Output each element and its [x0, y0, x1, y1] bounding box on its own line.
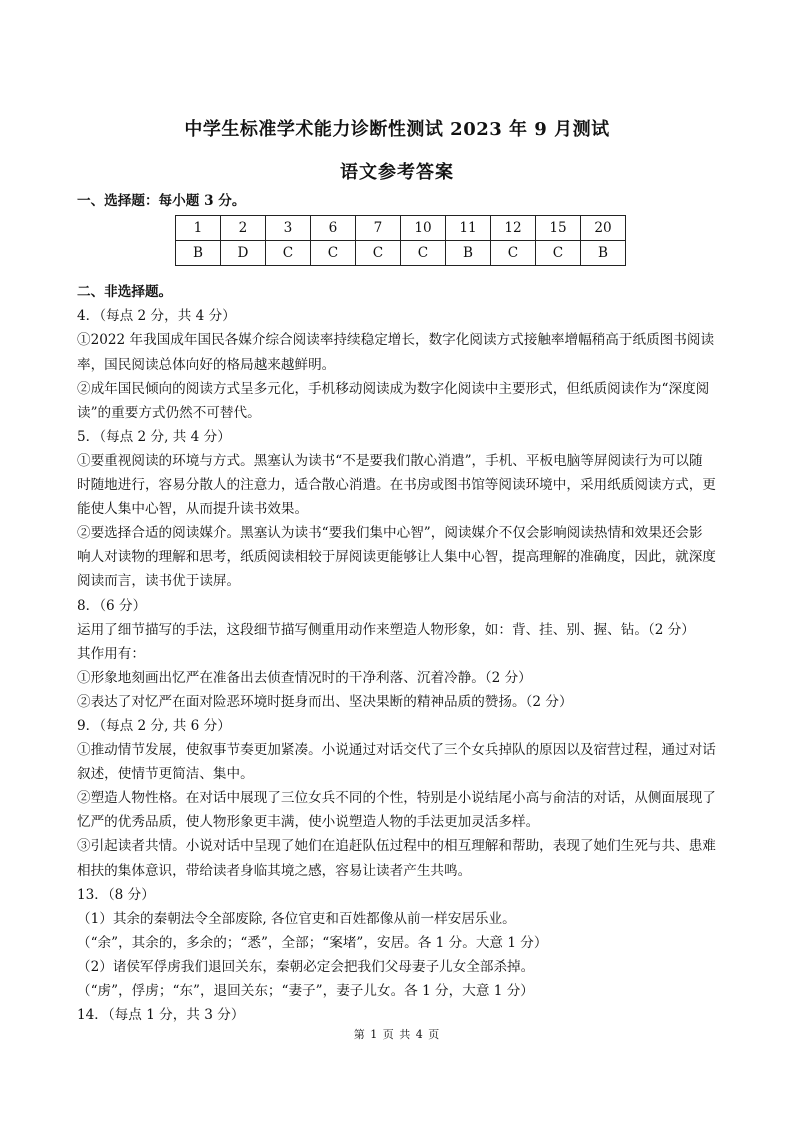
answer-line: 能使人集中心智，从而提升读书效果。: [77, 501, 309, 518]
question-number: 12: [491, 216, 536, 241]
answer-table: [175, 215, 626, 266]
section-gap: [77, 272, 717, 280]
section-1-heading: 一、选择题：每小题 3 分。: [77, 193, 246, 209]
answer-line: 阅读而言，读书优于读屏。: [77, 573, 241, 590]
answer-cell: C: [266, 241, 311, 266]
answer-line: 运用了细节描写的手法，这段细节描写侧重用动作来塑造人物形象，如：背、挂、别、握、钻。（2 分）: [77, 621, 695, 638]
answer-line: 13．（8 分）: [77, 886, 155, 903]
answer-table-number-row: [176, 216, 626, 241]
answer-line: ③引起读者共情。小说对话中呈现了她们在追赶队伍过程中的相互理解和帮助，表现了她们生死与共、患难: [77, 838, 716, 855]
question-number: 6: [311, 216, 356, 241]
question-number: 2: [221, 216, 266, 241]
answer-line: （“虏”，俘虏；“东”，退回关东；“妻子”，妻子儿女。各 1 分，大意 1 分）: [77, 983, 534, 999]
answer-line: 时随地进行，容易分散人的注意力，适合散心消遣。在书房或图书馆等阅读环境中，采用纸质阅读方式，更: [77, 477, 716, 494]
answer-line: （1）其余的秦朝法令全部废除, 各位官吏和百姓都像从前一样安居乐业。: [77, 910, 516, 927]
question-number: 15: [536, 216, 581, 241]
question-number: 20: [581, 216, 626, 241]
answer-cell: C: [311, 241, 356, 266]
answer-cell: B: [176, 241, 221, 266]
answer-line: ②成年国民倾向的阅读方式呈多元化，手机移动阅读成为数字化阅读中主要形式，但纸质阅读作为“深度阅: [77, 380, 710, 397]
answer-line: 4．（每点 2 分，共 4 分）: [77, 308, 236, 325]
page-footer: 第 1 页 共 4 页: [353, 1028, 441, 1041]
answer-line: 9．（每点 2 分, 共 6 分）: [77, 717, 231, 734]
answer-line: ①要重视阅读的环境与方式。黑塞认为读书“不是要我们散心消遣”，手机、平板电脑等屏阅读行为可以随: [77, 452, 703, 469]
section-2-heading: 二、非选择题。: [77, 284, 173, 301]
answer-line: （2）诸侯军俘虏我们退回关东，秦朝必定会把我们父母妻子儿女全部杀掉。: [77, 958, 535, 975]
answer-line: ①形象地刻画出忆严在准备出去侦查情况时的干净利落、沉着冷静。（2 分）: [77, 669, 532, 686]
answer-line: 响人对读物的理解和思考，纸质阅读相较于屏阅读更能够让人集中心智，提高理解的准确度，因此，就深度: [77, 549, 716, 566]
question-number: 3: [266, 216, 311, 241]
question-number: 1: [176, 216, 221, 241]
document-title: 中学生标准学术能力诊断性测试 2023 年 9 月测试: [184, 119, 610, 140]
answer-line: 忆严的优秀品质，使人物形象更丰满，使小说塑造人物的手法更加灵活多样。: [77, 814, 540, 831]
question-number: 11: [446, 216, 491, 241]
document-body: [77, 189, 717, 1027]
answer-cell: C: [536, 241, 581, 266]
answer-line: 读”的重要方式仍然不可替代。: [77, 404, 261, 421]
answer-line: ②要选择合适的阅读媒介。黑塞认为读书“要我们集中心智”，阅读媒介不仅会影响阅读热情和效果还会影: [77, 525, 703, 542]
answer-table-answer-row: [176, 241, 626, 266]
answer-cell: B: [581, 241, 626, 266]
answer-line: 8．（6 分）: [77, 597, 147, 614]
answer-cell: C: [401, 241, 446, 266]
question-number: 10: [401, 216, 446, 241]
answer-line: ①推动情节发展，使叙事节奏更加紧凑。小说通过对话交代了三个女兵掉队的原因以及宿营过程，通过对话: [77, 742, 716, 759]
answer-line: 5．（每点 2 分, 共 4 分）: [77, 428, 231, 445]
answer-line: （“余”，其余的，多余的；“悉”，全部；“案堵”，安居。各 1 分。大意 1 分）: [77, 934, 548, 951]
answer-line: 率，国民阅读总体向好的格局越来越鲜明。: [77, 356, 336, 373]
answer-cell: D: [221, 241, 266, 266]
answer-line: ②表达了对忆严在面对险恶环境时挺身而出、坚决果断的精神品质的赞扬。（2 分）: [77, 693, 573, 710]
answer-cell: B: [446, 241, 491, 266]
answer-line: 14．（每点 1 分，共 3 分）: [77, 1007, 245, 1024]
answer-line: 相扶的集体意识，带给读者身临其境之感，容易让读者产生共鸣。: [77, 862, 472, 879]
answer-line: 叙述，使情节更简洁、集中。: [77, 766, 254, 783]
answer-cell: C: [491, 241, 536, 266]
answer-cell: C: [356, 241, 401, 266]
document-subtitle: 语文参考答案: [340, 162, 454, 183]
answer-line: ①2022 年我国成年国民各媒介综合阅读率持续稳定增长，数字化阅读方式接触率增幅稍高于纸质图书阅读: [77, 332, 715, 349]
answer-line: ②塑造人物性格。在对话中展现了三位女兵不同的个性，特别是小说结尾小高与俞洁的对话，从侧面展现了: [77, 790, 716, 807]
question-number: 7: [356, 216, 401, 241]
answer-line: 其作用有：: [77, 645, 145, 662]
